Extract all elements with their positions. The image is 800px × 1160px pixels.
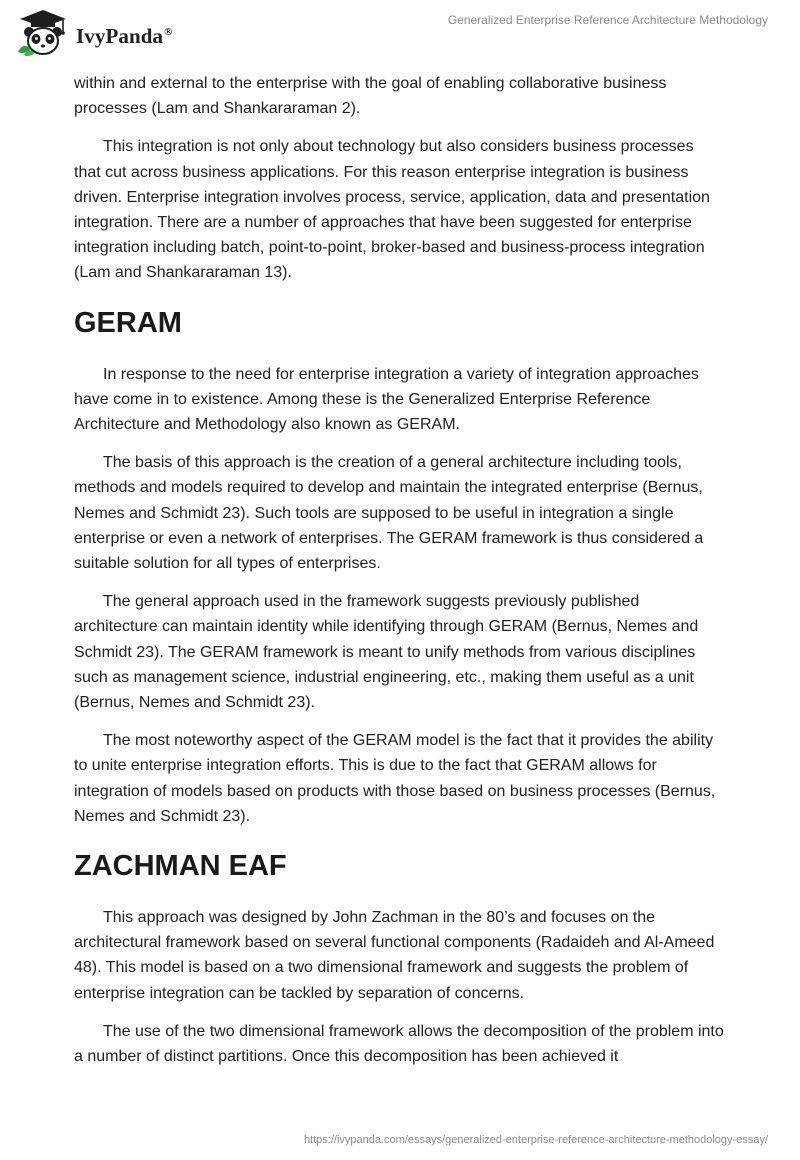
paragraph: The basis of this approach is the creation of a general architecture including tools, methods and models required to develop and maintain the integrated enterprise (Bernus, Nemes and Schmidt 23). Such tools are supposed to be useful in integration a single enterprise or even a network of enterprises. The GERAM framework is thus considered a suitable solution for all types of enterprises. bbox=[74, 454, 704, 573]
paragraph: within and external to the enterprise with the goal of enabling collaborative business processes (Lam and Shankararaman 2). bbox=[74, 75, 667, 118]
site-logo[interactable] bbox=[14, 8, 173, 58]
paragraph: The use of the two dimensional framework allows the decomposition of the problem into a number of distinct partitions. Once this decomposition has been achieved it bbox=[74, 1022, 724, 1066]
source-url[interactable]: https://ivypanda.com/essays/generalized-enterprise-reference-architecture-methodology-essay/ bbox=[303, 1134, 768, 1146]
paragraph: In response to the need for enterprise integration a variety of integration approaches have come in to existence. Among these is the Generalized Enterprise Reference Architecture and Methodology also known as GERAM. bbox=[74, 365, 699, 434]
panda-graduate-icon bbox=[14, 8, 72, 58]
paragraph: The general approach used in the framework suggests previously published architecture can maintain identity while identifying through GERAM (Bernus, Nemes and Schmidt 23). The GERAM framework is meant to unify methods from various disciplines such as management science, industrial engineering, etc., making them useful as a unit (Bernus, Nemes and Schmidt 23). bbox=[74, 593, 699, 712]
section-heading-zachman: ZACHMAN EAF bbox=[74, 850, 287, 883]
paragraph: This approach was designed by John Zachman in the 80’s and focuses on the architectural framework based on several functional components (Radaideh and Al-Ameed 48). This model is based on a two dimensional framework and suggests the problem of enterprise integration can be tackled by separation of concerns. bbox=[74, 909, 715, 1002]
section-heading-geram: GERAM bbox=[74, 306, 182, 339]
paragraph: This integration is not only about technology but also considers business processes that cut across business applications. For this reason enterprise integration is business driven. Enterprise integration involves process, service, application, data and presentation integration. There are a number of approaches that have been suggested for enterprise integration including batch, point-to-point, broker-based and business-process integration (Lam and Shankararaman 13). bbox=[74, 138, 710, 282]
paragraph: The most noteworthy aspect of the GERAM model is the fact that it provides the ability to unite enterprise integration efforts. This is due to the fact that GERAM allows for integration of models based on products with those based on business processes (Bernus, Nemes and Schmidt 23). bbox=[74, 732, 716, 825]
document-title: Generalized Enterprise Reference Architecture Methodology bbox=[447, 13, 768, 27]
logo-wordmark: IvyPanda® bbox=[76, 23, 173, 48]
page-header bbox=[0, 0, 800, 70]
essay-body bbox=[74, 71, 724, 1082]
